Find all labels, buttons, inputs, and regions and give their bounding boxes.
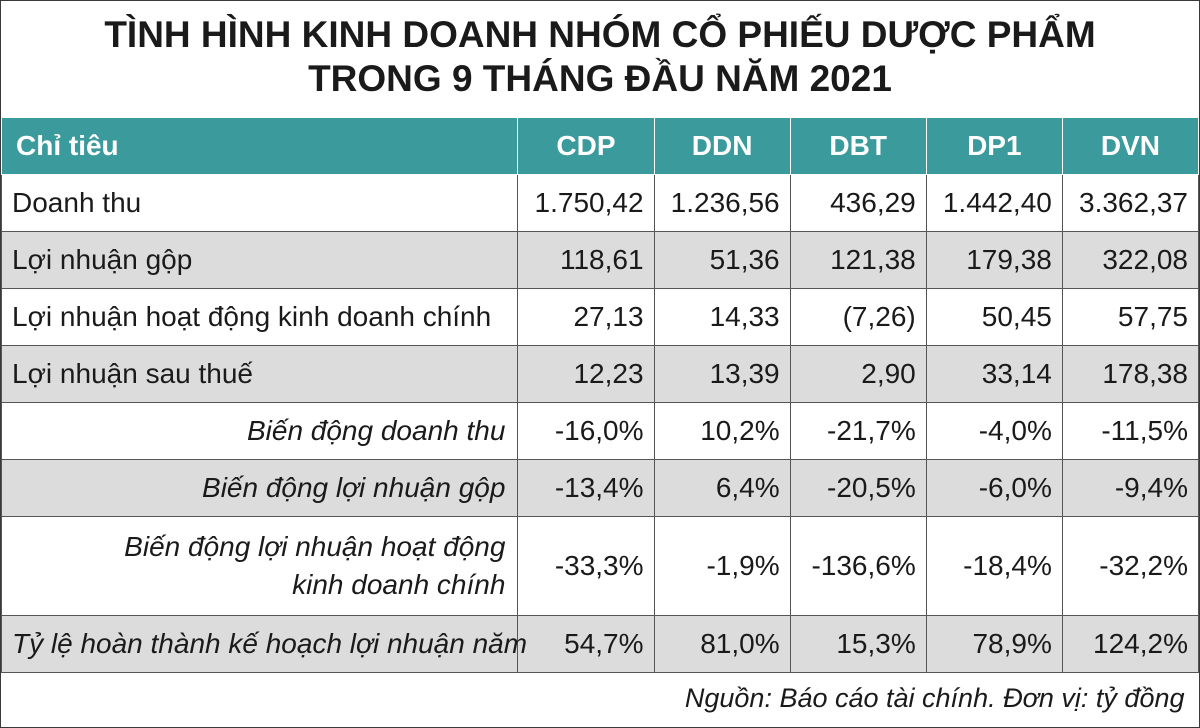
table-cell: -13,4% [518, 460, 654, 517]
row-label [2, 517, 518, 616]
table-cell: -4,0% [926, 403, 1062, 460]
table-row [2, 616, 1199, 673]
row-label: Biến động doanh thu [2, 403, 518, 460]
table-cell: 13,39 [654, 346, 790, 403]
table-cell: 81,0% [654, 616, 790, 673]
row-label: Doanh thu [2, 175, 518, 232]
table-cell: 12,23 [518, 346, 654, 403]
table-cell: 50,45 [926, 289, 1062, 346]
table-cell: 14,33 [654, 289, 790, 346]
business-results-table [1, 117, 1199, 723]
table-cell: 3.362,37 [1062, 175, 1198, 232]
table-cell: 179,38 [926, 232, 1062, 289]
table-cell: 1.442,40 [926, 175, 1062, 232]
table-cell: 2,90 [790, 346, 926, 403]
table-cell: 436,29 [790, 175, 926, 232]
table-cell: 57,75 [1062, 289, 1198, 346]
table-cell: (7,26) [790, 289, 926, 346]
table-cell: 33,14 [926, 346, 1062, 403]
table-cell: 121,38 [790, 232, 926, 289]
title-line-2: TRONG 9 THÁNG ĐẦU NĂM 2021 [308, 58, 892, 99]
table-row [2, 460, 1199, 517]
table-cell: -21,7% [790, 403, 926, 460]
row-label: Biến động lợi nhuận gộp [2, 460, 518, 517]
header-dbt: DBT [790, 118, 926, 175]
table-cell: 78,9% [926, 616, 1062, 673]
table-cell: -33,3% [518, 517, 654, 616]
table-cell: 15,3% [790, 616, 926, 673]
table-cell: 54,7% [518, 616, 654, 673]
table-cell: 1.236,56 [654, 175, 790, 232]
row-label-line-1: Biến động lợi nhuận hoạt động [124, 531, 506, 562]
table-row [2, 346, 1199, 403]
table-cell: -1,9% [654, 517, 790, 616]
header-indicator: Chỉ tiêu [2, 118, 518, 175]
table-cell: 6,4% [654, 460, 790, 517]
table-row [2, 289, 1199, 346]
table-cell: -18,4% [926, 517, 1062, 616]
table-cell: -16,0% [518, 403, 654, 460]
footer-row [2, 673, 1199, 724]
page-title [1, 1, 1199, 117]
table-cell: 27,13 [518, 289, 654, 346]
row-label: Lợi nhuận sau thuế [2, 346, 518, 403]
row-label-line-2: kinh doanh chính [292, 569, 506, 600]
table-cell: 124,2% [1062, 616, 1198, 673]
table-row [2, 175, 1199, 232]
header-dvn: DVN [1062, 118, 1198, 175]
table-cell: 118,61 [518, 232, 654, 289]
header-ddn: DDN [654, 118, 790, 175]
table-cell: -9,4% [1062, 460, 1198, 517]
table-cell: 51,36 [654, 232, 790, 289]
title-line-1: TÌNH HÌNH KINH DOANH NHÓM CỔ PHIẾU DƯỢC PHẨM [104, 14, 1096, 55]
source-note: Nguồn: Báo cáo tài chính. Đơn vị: tỷ đồng [684, 682, 1185, 713]
table-cell: 1.750,42 [518, 175, 654, 232]
header-dp1: DP1 [926, 118, 1062, 175]
table-cell: -6,0% [926, 460, 1062, 517]
table-cell: -136,6% [790, 517, 926, 616]
table-cell: -32,2% [1062, 517, 1198, 616]
header-cdp: CDP [518, 118, 654, 175]
row-label: Lợi nhuận hoạt động kinh doanh chính [2, 289, 518, 346]
row-label: Lợi nhuận gộp [2, 232, 518, 289]
table-cell: -20,5% [790, 460, 926, 517]
table-row [2, 517, 1199, 616]
table-cell: -11,5% [1062, 403, 1198, 460]
row-label: Tỷ lệ hoàn thành kế hoạch lợi nhuận năm [2, 616, 518, 673]
table-row [2, 232, 1199, 289]
table-cell: 178,38 [1062, 346, 1198, 403]
table-row [2, 403, 1199, 460]
table-cell: 322,08 [1062, 232, 1198, 289]
table-header-row [2, 118, 1199, 175]
table-cell: 10,2% [654, 403, 790, 460]
